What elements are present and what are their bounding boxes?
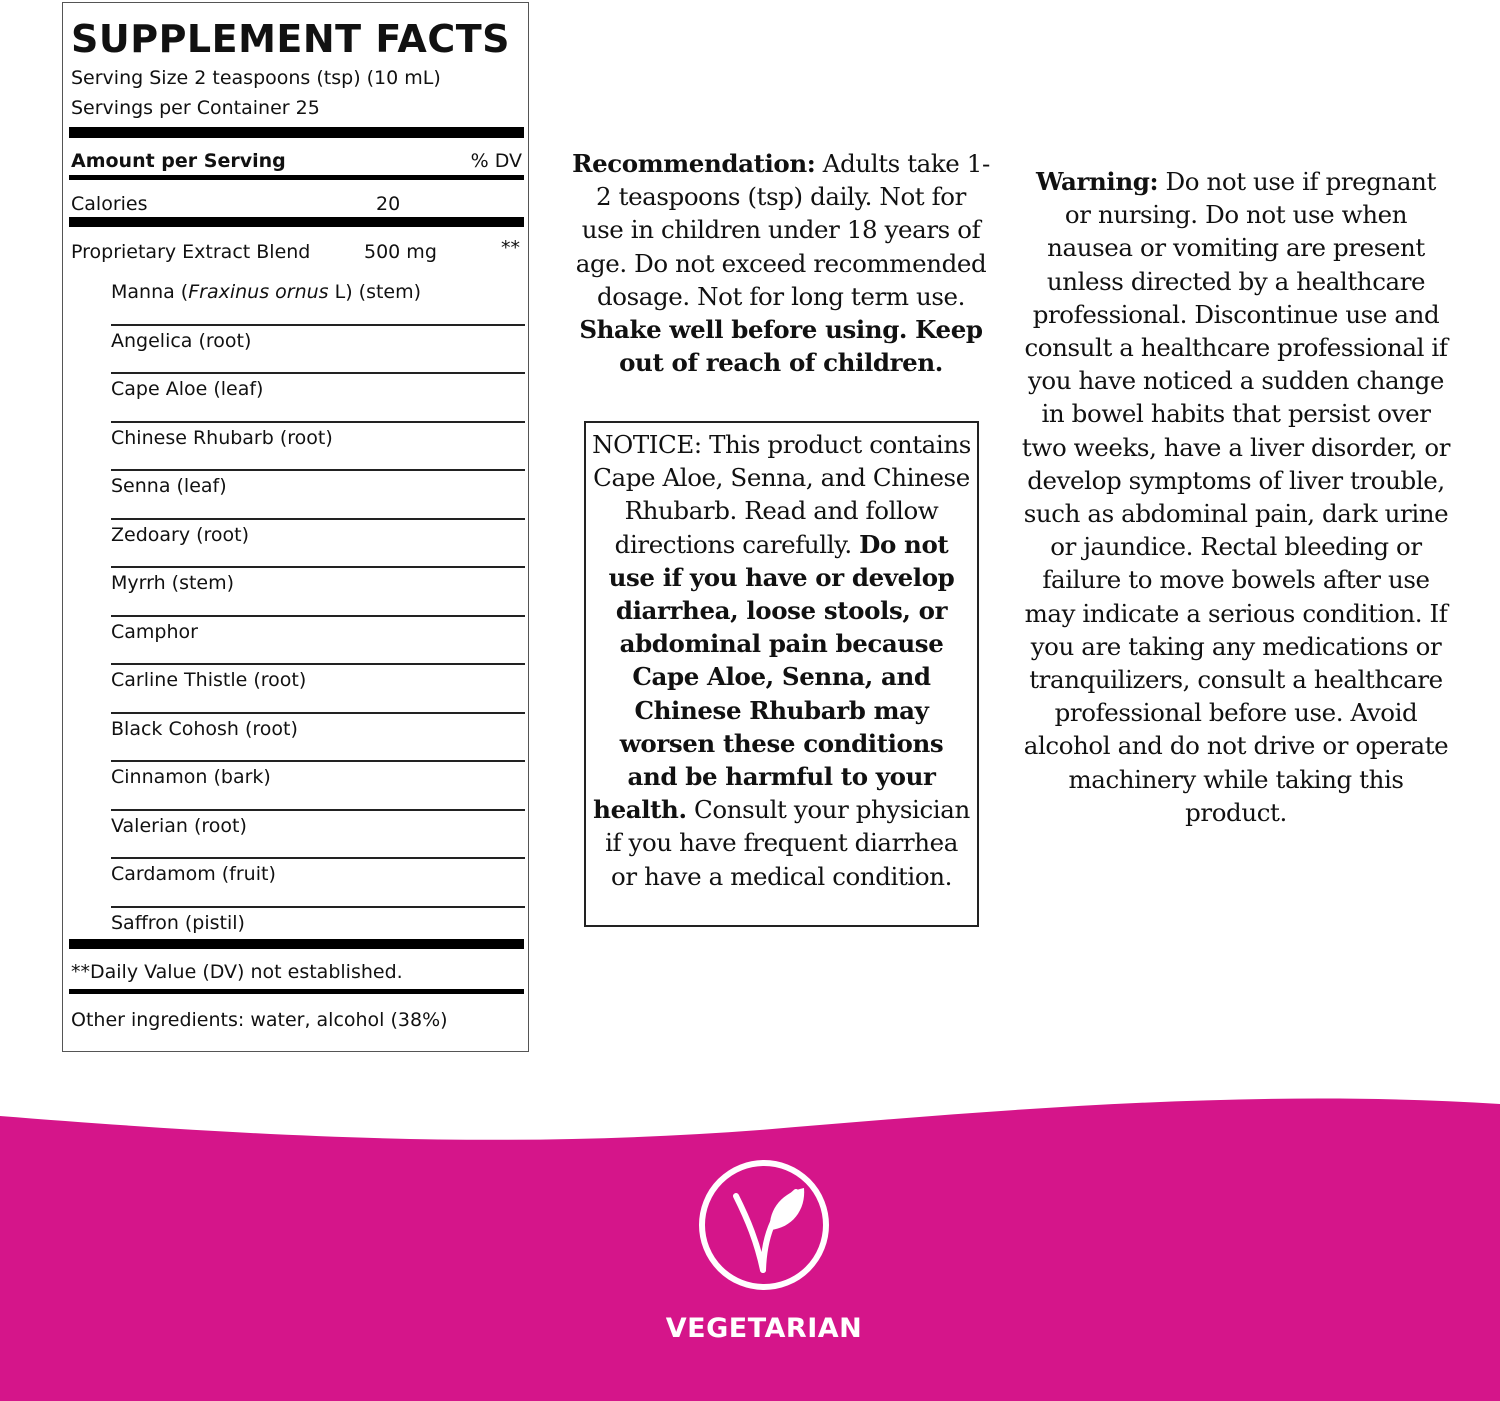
thick-divider (69, 127, 524, 138)
ingredient-name: Carline Thistle (root) (111, 669, 307, 691)
band-wave (0, 1098, 1500, 1401)
ingredient-row (111, 471, 525, 520)
ingredient-row (111, 374, 525, 423)
ingredient-name: Valerian (root) (111, 814, 247, 837)
ingredient-row (111, 714, 525, 763)
ingredient-name: Angelica (root) (111, 329, 252, 352)
ingredient-row (111, 326, 525, 375)
blend-amount: 500 mg (364, 241, 437, 263)
thick-divider (69, 939, 524, 949)
divider (69, 175, 524, 180)
servings-per-container: Servings per Container 25 (71, 97, 320, 119)
amount-per-serving-label: Amount per Serving (71, 150, 286, 172)
warning-text: Do not use if pregnant or nursing. Do not use when nausea or vomiting are present unless directed by a healthcare professional. Discontinue use and consult a healthcare professional if you have noticed a sudden change in bowel habits that persist over two weeks, have a liver disorder, or develop symptoms of liver trouble, such as abdominal pain, dark urine or jaundice. Rectal bleeding or failure to move bowels after use may indicate a serious condition. If you are taking any medications or tranquilizers, consult a healthcare professional before use. Avoid alcohol and do not drive or operate machinery while taking this product. (1021, 167, 1451, 827)
other-ingredients: Other ingredients: water, alcohol (38%) (71, 1009, 448, 1031)
dv-header: % DV (470, 150, 522, 172)
recommendation-text: Adults take 1-2 teaspoons (tsp) daily. Not for use in children under 18 years of age. Do not exceed recommended dosage. Not for long term use. (575, 149, 990, 311)
ingredient-name: Manna ( (111, 281, 189, 303)
ingredient-name: Cardamom (fruit) (111, 863, 276, 885)
blend-label: Proprietary Extract Blend (71, 241, 311, 263)
ingredient-row (111, 568, 525, 617)
ingredient-name: Myrrh (stem) (111, 572, 235, 594)
ingredient-row (111, 665, 525, 714)
ingredient-name: Senna (leaf) (111, 475, 227, 497)
ingredient-row (111, 617, 525, 666)
warning-block (1020, 165, 1452, 829)
notice-bold-text: Do not use if you have or develop diarrhea, loose stools, or abdominal pain because Cape Aloe, Senna, and Chinese Rhubarb may worsen these conditions and be harmful to your health. (593, 529, 955, 825)
ingredient-row (111, 423, 525, 472)
ingredient-latin-name: Fraxinus ornus (188, 281, 329, 303)
notice-box (584, 421, 979, 927)
calories-row (71, 193, 522, 215)
ingredient-name: Cinnamon (bark) (111, 766, 271, 788)
recommendation-bold-text: Shake well before using. Keep out of reach of children. (579, 315, 983, 378)
facts-title: SUPPLEMENT FACTS (71, 17, 511, 61)
blend-row (71, 237, 522, 263)
ingredient-name: Zedoary (root) (111, 523, 250, 546)
ingredient-row (111, 859, 525, 908)
ingredient-name: Cape Aloe (leaf) (111, 378, 264, 400)
ingredient-name: Saffron (pistil) (111, 911, 245, 934)
supplement-facts-panel (62, 2, 529, 1052)
ingredient-name: Camphor (111, 620, 198, 643)
serving-size: Serving Size 2 teaspoons (tsp) (10 mL) (71, 67, 441, 89)
vegetarian-band (0, 1080, 1500, 1401)
calories-value: 20 (376, 193, 401, 215)
ingredient-name: Chinese Rhubarb (root) (111, 426, 333, 449)
thick-divider (69, 217, 524, 227)
ingredient-row (111, 277, 525, 326)
ingredient-row (111, 520, 525, 569)
vegetarian-label: VEGETARIAN (665, 1313, 863, 1344)
divider (69, 989, 524, 994)
notice-text: NOTICE: This product contains Cape Aloe, Senna, and Chinese Rhubarb. Read and follow directions carefully. (592, 430, 971, 559)
ingredient-row (111, 811, 525, 860)
ingredient-name: Black Cohosh (root) (111, 717, 298, 740)
ingredient-row (111, 762, 525, 811)
recommendation-block (572, 147, 990, 379)
recommendation-label: Recommendation: (572, 149, 816, 178)
amount-per-serving-header (71, 150, 522, 172)
warning-label: Warning: (1036, 167, 1159, 196)
dv-note: **Daily Value (DV) not established. (71, 961, 403, 983)
blend-dv: ** (501, 237, 520, 259)
ingredient-part: L) (stem) (328, 281, 422, 303)
notice-text-after: Consult your physician if you have frequent diarrhea or have a medical condition. (605, 795, 970, 891)
calories-label: Calories (71, 193, 148, 215)
